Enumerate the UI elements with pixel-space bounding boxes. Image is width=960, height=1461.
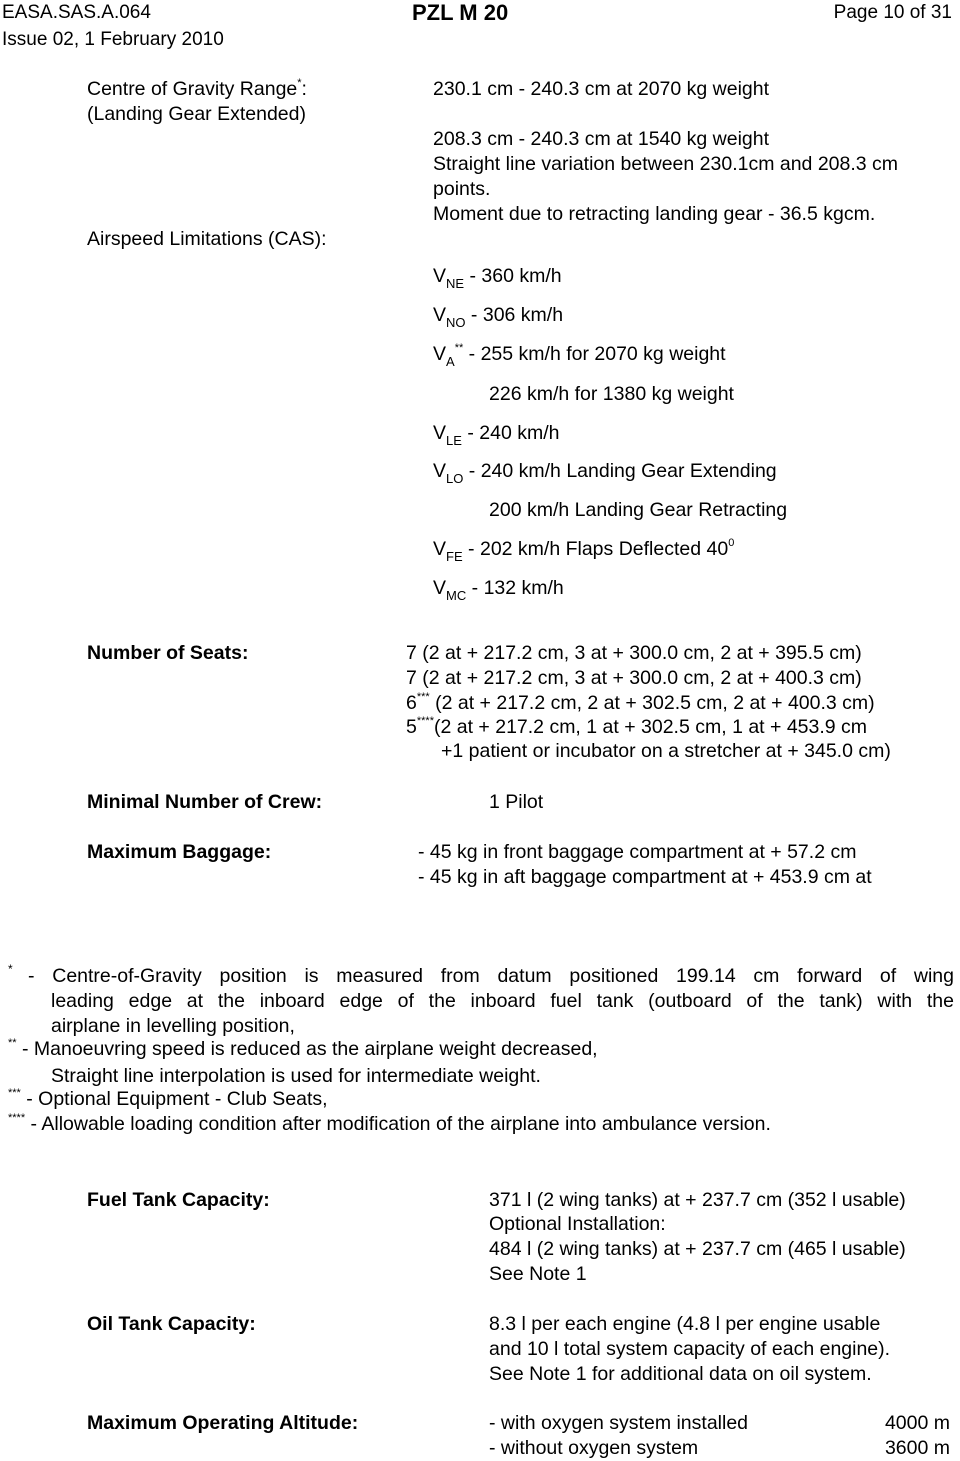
- oil-line-2: and 10 l total system capacity of each engine).: [489, 1338, 891, 1360]
- footnote-3: *** - Optional Equipment - Club Seats,: [8, 1087, 328, 1110]
- seats-line-4: 5****(2 at + 217.2 cm, 1 at + 302.5 cm, 1 at + 453.9 cm: [406, 715, 868, 738]
- footnote-4: **** - Allowable loading condition after modification of the airplane into ambulance version.: [8, 1112, 771, 1135]
- vmc-row: $V_{MC} - 132$ km/h: [433, 577, 564, 603]
- fuel-line-1: 371 l (2 wing tanks) at + 237.7 cm (352 l usable): [489, 1189, 906, 1211]
- oil-line-1: 8.3 l per each engine (4.8 l per engine usable: [489, 1313, 881, 1335]
- footnote-1-line-2: leading edge at the inboard edge of the inboard fuel tank (outboard of the tank) with the: [51, 990, 954, 1012]
- seats-label: Number of Seats:: [87, 642, 249, 664]
- cg-line-4: points.: [433, 178, 491, 200]
- footnote-2: ** - Manoeuvring speed is reduced as the airplane weight decreased,: [8, 1037, 598, 1060]
- cg-line-1: 230.1 cm - 240.3 cm at 2070 kg weight: [433, 78, 770, 100]
- baggage-label: Maximum Baggage:: [87, 841, 272, 863]
- oil-line-3: See Note 1 for additional data on oil system.: [489, 1363, 872, 1385]
- altitude-row-1-text: - with oxygen system installed: [489, 1412, 749, 1434]
- vno-row: $V_{NO} - 306$ km/h: [433, 304, 564, 330]
- fuel-label: Fuel Tank Capacity:: [87, 1189, 270, 1211]
- footnote-1-mark: *: [8, 962, 13, 976]
- cg-line-3: Straight line variation between 230.1cm and 208.3 cm: [433, 153, 899, 175]
- airspeed-label: Airspeed Limitations (CAS):: [87, 228, 327, 250]
- issue-date: Issue 02, 1 February 2010: [2, 29, 224, 50]
- fuel-line-3: 484 l (2 wing tanks) at + 237.7 cm (465 l usable): [489, 1238, 906, 1260]
- crew-value: 1 Pilot: [489, 791, 544, 813]
- cg-line-2: 208.3 cm - 240.3 cm at 1540 kg weight: [433, 128, 770, 150]
- seats-line-5: +1 patient or incubator on a stretcher at + 345.0 cm): [441, 740, 891, 762]
- vfe-row: $V_{FE} - 202$ km/h Flaps Deflected $40^0$: [433, 537, 735, 564]
- crew-label: Minimal Number of Crew:: [87, 791, 323, 813]
- seats-line-3: 6*** (2 at + 217.2 cm, 2 at + 302.5 cm, 2 at + 400.3 cm): [406, 691, 875, 714]
- vne-row: $V_{NE} - 360$ km/h: [433, 265, 562, 291]
- model-title: PZL M 20: [412, 0, 509, 25]
- cg-label-2: (Landing Gear Extended): [87, 103, 306, 125]
- altitude-row-2-value: 3600 m: [884, 1437, 950, 1459]
- baggage-line-2: - 45 kg in aft baggage compartment at + 453.9 cm at: [418, 866, 872, 888]
- fuel-line-4: See Note 1: [489, 1263, 587, 1285]
- footnote-1-line-1: - Centre-of-Gravity position is measured from datum positioned 199.14 cm forward of wing: [28, 965, 954, 987]
- vlo-row: $V_{LO} - 240$ km/h Landing Gear Extending: [433, 460, 777, 486]
- altitude-row-1-value: 4000 m: [884, 1412, 950, 1434]
- page-number: Page 10 of 31: [833, 2, 952, 23]
- seats-line-2: 7 (2 at + 217.2 cm, 3 at + 300.0 cm, 2 at + 400.3 cm): [406, 667, 862, 689]
- footnote-2-line-2: Straight line interpolation is used for intermediate weight.: [51, 1065, 541, 1087]
- cg-label: Centre of Gravity Range*:: [87, 77, 307, 100]
- vlo-row-2: 200 km/h Landing Gear Retracting: [489, 499, 788, 521]
- fuel-line-2: Optional Installation:: [489, 1213, 666, 1235]
- va-row-2: 226 km/h for 1380 kg weight: [489, 383, 734, 405]
- altitude-label: Maximum Operating Altitude:: [87, 1412, 359, 1434]
- vle-row: $V_{LE} - 240$ km/h: [433, 422, 560, 448]
- altitude-row-2-text: - without oxygen system: [489, 1437, 699, 1459]
- oil-label: Oil Tank Capacity:: [87, 1313, 256, 1335]
- seats-line-1: 7 (2 at + 217.2 cm, 3 at + 300.0 cm, 2 at + 395.5 cm): [406, 642, 862, 664]
- cg-line-5: Moment due to retracting landing gear - 36.5 kgcm.: [433, 203, 876, 225]
- footnote-1-line-3: airplane in levelling position,: [51, 1015, 295, 1037]
- baggage-line-1: - 45 kg in front baggage compartment at + 57.2 cm: [418, 841, 857, 863]
- doc-id: EASA.SAS.A.064: [2, 2, 151, 23]
- va-row: $V_A^{**} - 255$ km/h for 2070 kg weight: [433, 342, 726, 369]
